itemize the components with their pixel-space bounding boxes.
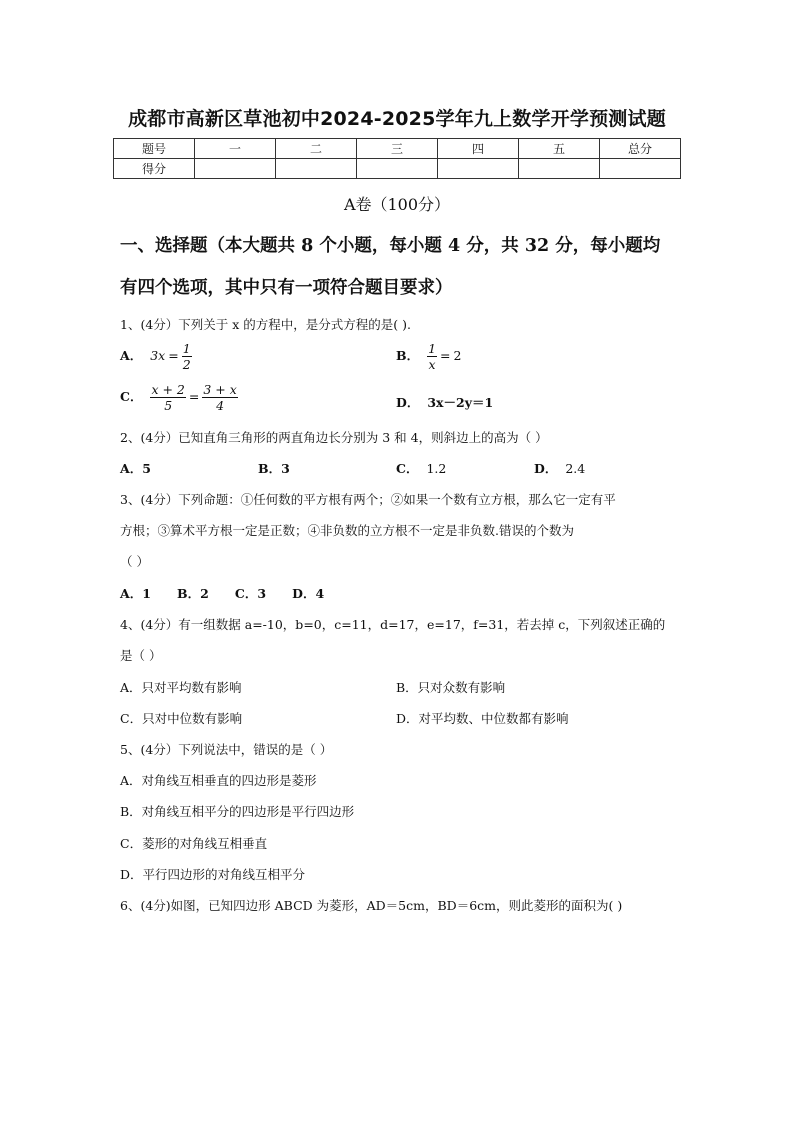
q4-option-d: D．对平均数、中位数都有影响 xyxy=(396,711,569,726)
q1-option-d: D． 3x－2y＝1 xyxy=(396,395,494,410)
q6-stem: 6、(4分)如图，已知四边形 ABCD 为菱形，AD＝5cm，BD＝6cm，则此菱形的面积为( ) xyxy=(120,898,623,913)
score-blank xyxy=(438,159,519,179)
q3-stem-line3: （ ） xyxy=(120,554,149,569)
q5-option-a: A．对角线互相垂直的四边形是菱形 xyxy=(120,773,317,788)
score-blank xyxy=(195,159,276,179)
score-table xyxy=(113,138,681,179)
q5-option-b: B．对角线互相平分的四边形是平行四边形 xyxy=(120,804,355,819)
score-blank xyxy=(276,159,357,179)
score-table-header-row xyxy=(114,139,681,159)
q2-option-a: A．5 xyxy=(120,461,151,476)
score-cell-label: 题号 xyxy=(114,139,195,159)
q4-option-b: B．只对众数有影响 xyxy=(396,680,506,695)
q1-option-a: A． 3x = $\frac{1}{2}$ xyxy=(120,341,191,372)
q4-stem-line2: 是（ ） xyxy=(120,648,162,663)
q1-a-fraction: $\frac{1}{2}$ xyxy=(182,341,191,372)
part1-heading-line1: 一、选择题（本大题共 8 个小题，每小题 4 分，共 32 分，每小题均 xyxy=(120,236,661,256)
score-cell-total: 总分 xyxy=(600,139,681,159)
q1-option-c: C． $\frac{x + 2}{5}$ = $\frac{3 + x}{4}$ xyxy=(120,382,237,413)
q2-option-d: D． 2.4 xyxy=(534,461,586,476)
score-cell-part4: 四 xyxy=(438,139,519,159)
q3-stem-line1: 3、(4分）下列命题：①任何数的平方根有两个；②如果一个数有立方根，那么它一定有平 xyxy=(120,492,616,507)
score-cell-part1: 一 xyxy=(195,139,276,159)
q5-option-c: C．菱形的对角线互相垂直 xyxy=(120,836,268,851)
q1-b-fraction: $\frac{1}{x}$ xyxy=(428,341,437,372)
part1-heading-line2: 有四个选项，其中只有一项符合题目要求） xyxy=(120,278,453,298)
score-blank xyxy=(357,159,438,179)
score-cell-part5: 五 xyxy=(519,139,600,159)
section-a-title: A卷（100分） xyxy=(343,195,451,214)
q4-option-a: A．只对平均数有影响 xyxy=(120,680,242,695)
score-blank xyxy=(600,159,681,179)
q5-stem: 5、(4分）下列说法中，错误的是（ ） xyxy=(120,742,333,757)
q5-option-d: D．平行四边形的对角线互相平分 xyxy=(120,867,306,882)
q2-stem: 2、(4分）已知直角三角形的两直角边长分别为 3 和 4，则斜边上的高为（ ） xyxy=(120,430,548,445)
q1-c-fraction-left: $\frac{x + 2}{5}$ xyxy=(151,382,185,413)
q1-c-fraction-right: $\frac{3 + x}{4}$ xyxy=(203,382,237,413)
q1-stem: 1、(4分）下列关于 x 的方程中，是分式方程的是( ). xyxy=(120,317,411,332)
score-row-label: 得分 xyxy=(114,159,195,179)
q2-option-b: B．3 xyxy=(258,461,290,476)
q3-options: A．1 B．2 C．3 D．4 xyxy=(120,586,325,601)
score-cell-part2: 二 xyxy=(276,139,357,159)
q3-stem-line2: 方根；③算术平方根一定是正数；④非负数的立方根不一定是非负数.错误的个数为 xyxy=(120,523,574,538)
score-blank xyxy=(519,159,600,179)
q4-option-c: C．只对中位数有影响 xyxy=(120,711,243,726)
score-table-score-row xyxy=(114,159,681,179)
score-cell-part3: 三 xyxy=(357,139,438,159)
exam-title: 成都市高新区草池初中2024-2025学年九上数学开学预测试题 xyxy=(128,108,666,130)
q4-stem-line1: 4、(4分）有一组数据 a=-10，b=0，c=11，d=17，e=17，f=31，若去掉 c，下列叙述正确的 xyxy=(120,617,666,632)
q2-option-c: C． 1.2 xyxy=(396,461,447,476)
q1-option-b: B． $\frac{1}{x}$ = 2 xyxy=(396,341,462,372)
